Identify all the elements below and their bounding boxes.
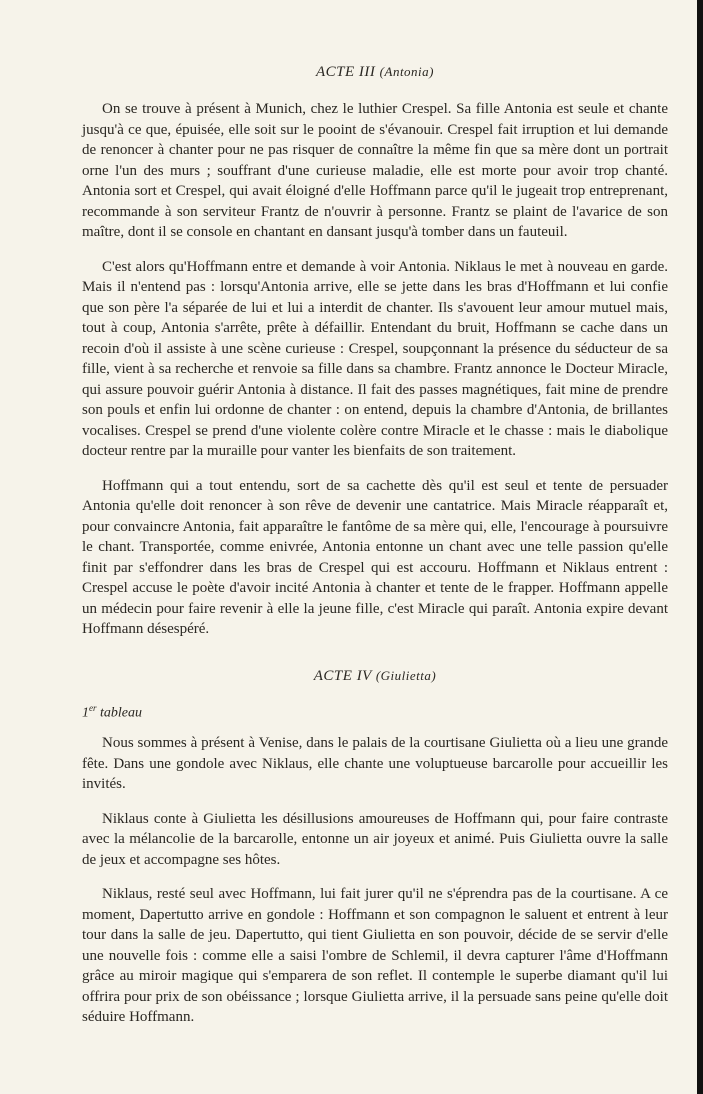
act-4-heading — [82, 668, 668, 685]
act-3-paragraph-2: C'est alors qu'Hoffmann entre et demande à voir Antonia. Niklaus le met à nouveau en garde. Mais il n'entend pas : lorsqu'Antonia arrive, elle se jette dans les bras d'Hoffmann et lui confie que son père l'a séparée de lui et lui a interdit de chanter. Ils s'avouent leur amour mutuel mais, tout à coup, Antonia s'arrête, prête à défaillir. Entendant du bruit, Hoffmann se cache dans un recoin d'où il assiste à une scène curieuse : Crespel, soupçonnant la présence du séducteur de sa fille, vient à sa recherche et renvoie sa fille dans sa chambre. Frantz annonce le Docteur Miracle, qui assure pouvoir guérir Antonia à distance. Il fait des passes magnétiques, fait mine de prendre son pouls et enfin lui ordonne de chanter : on entend, depuis la chambre d'Antonia, de brillantes vocalises. Crespel se prend d'une violente colère contre Miracle et le chasse : mais le diabolique docteur rentre par la muraille pour vanter les bienfaits de son traitement. — [82, 258, 668, 459]
act-3-paragraph-1: On se trouve à présent à Munich, chez le luthier Crespel. Sa fille Antonia est seule et chante jusqu'à ce que, épuisée, elle soit sur le pooint de s'évanouir. Crespel fait irruption et lui demande de renoncer à chanter pour ne pas risquer de connaître la même fin que sa mère dont un portrait orne l'un des murs ; souffrant d'une curieuse maladie, elle est morte pour avoir trop chanté. Antonia sort et Crespel, qui avait éloigné d'elle Hoffmann parce qu'il le jugeait trop entreprenant, recommande à son serviteur Frantz de n'ouvrir à personne. Frantz se plaint de l'avarice de son maître, dont il se console en chantant en dansant jusqu'à tomber dans un fauteuil. — [82, 101, 668, 240]
act-3-subtitle: (Antonia) — [379, 64, 434, 79]
act-4-paragraph-1: Nous sommes à présent à Venise, dans le palais de la courtisane Giulietta où a lieu une grande fête. Dans une gondole avec Niklaus, elle chante une voluptueuse barcarolle pour accueillir les invités. — [82, 735, 668, 793]
act-4-paragraph-3: Niklaus, resté seul avec Hoffmann, lui fait jurer qu'il ne s'éprendra pas de la courtisane. A ce moment, Dapertutto arrive en gondole : Hoffmann et son compagnon le saluent et entrent à leur tour dans la salle de jeu. Dapertutto, qui tient Giulietta en son pouvoir, décide de se servir d'elle une nouvelle fois : comme elle a saisi l'ombre de Schlemil, il devra capturer l'âme d'Hoffmann grâce au miroir magique qui s'emparera de son reflet. Il contemple le superbe diamant qu'il lui offrira pour prix de son obéissance ; lorsque Giulietta arrive, il la persuade sans peine qu'elle doit séduire Hoffmann. — [82, 886, 668, 1026]
act-3-paragraph-3: Hoffmann qui a tout entendu, sort de sa cachette dès qu'il est seul et tente de persuader Antonia qu'elle doit renoncer à son rêve de devenir une cantatrice. Mais Miracle réapparaît et, pour convaincre Antonia, fait apparaître le fantôme de sa mère qui, elle, l'encourage à poursuivre le chant. Transportée, comme enivrée, Antonia entonne un chant avec une telle passion qu'elle finit par s'effondrer dans les bras de Crespel qui est accouru. Hoffmann et Niklaus entrent : Crespel accuse le poète d'avoir incité Antonia à chanter et tente de le frapper. Hoffmann appelle un médecin pour faire revenir à elle la jeune fille, c'est Miracle qui paraît. Antonia expire devant Hoffmann désespéré. — [82, 477, 668, 637]
act-3-title: ACTE III — [316, 64, 376, 80]
tableau-number: 1 — [82, 705, 89, 721]
tableau-label: tableau — [100, 705, 142, 721]
act-4-paragraph-2: Niklaus conte à Giulietta les désillusions amoureuses de Hoffmann qui, pour faire contraste avec la mélancolie de la barcarolle, entonne un air joyeux et animé. Puis Giulietta ouvre la salle de jeux et accompagne ses hôtes. — [82, 810, 668, 868]
tableau-ordinal: er — [89, 702, 97, 713]
act-4-subtitle: (Giulietta) — [375, 667, 437, 683]
act-3-heading — [82, 64, 668, 81]
page-content — [82, 64, 668, 1042]
tableau-heading — [82, 703, 668, 722]
act-4-title: ACTE IV — [313, 667, 372, 684]
scan-edge — [697, 0, 703, 1094]
